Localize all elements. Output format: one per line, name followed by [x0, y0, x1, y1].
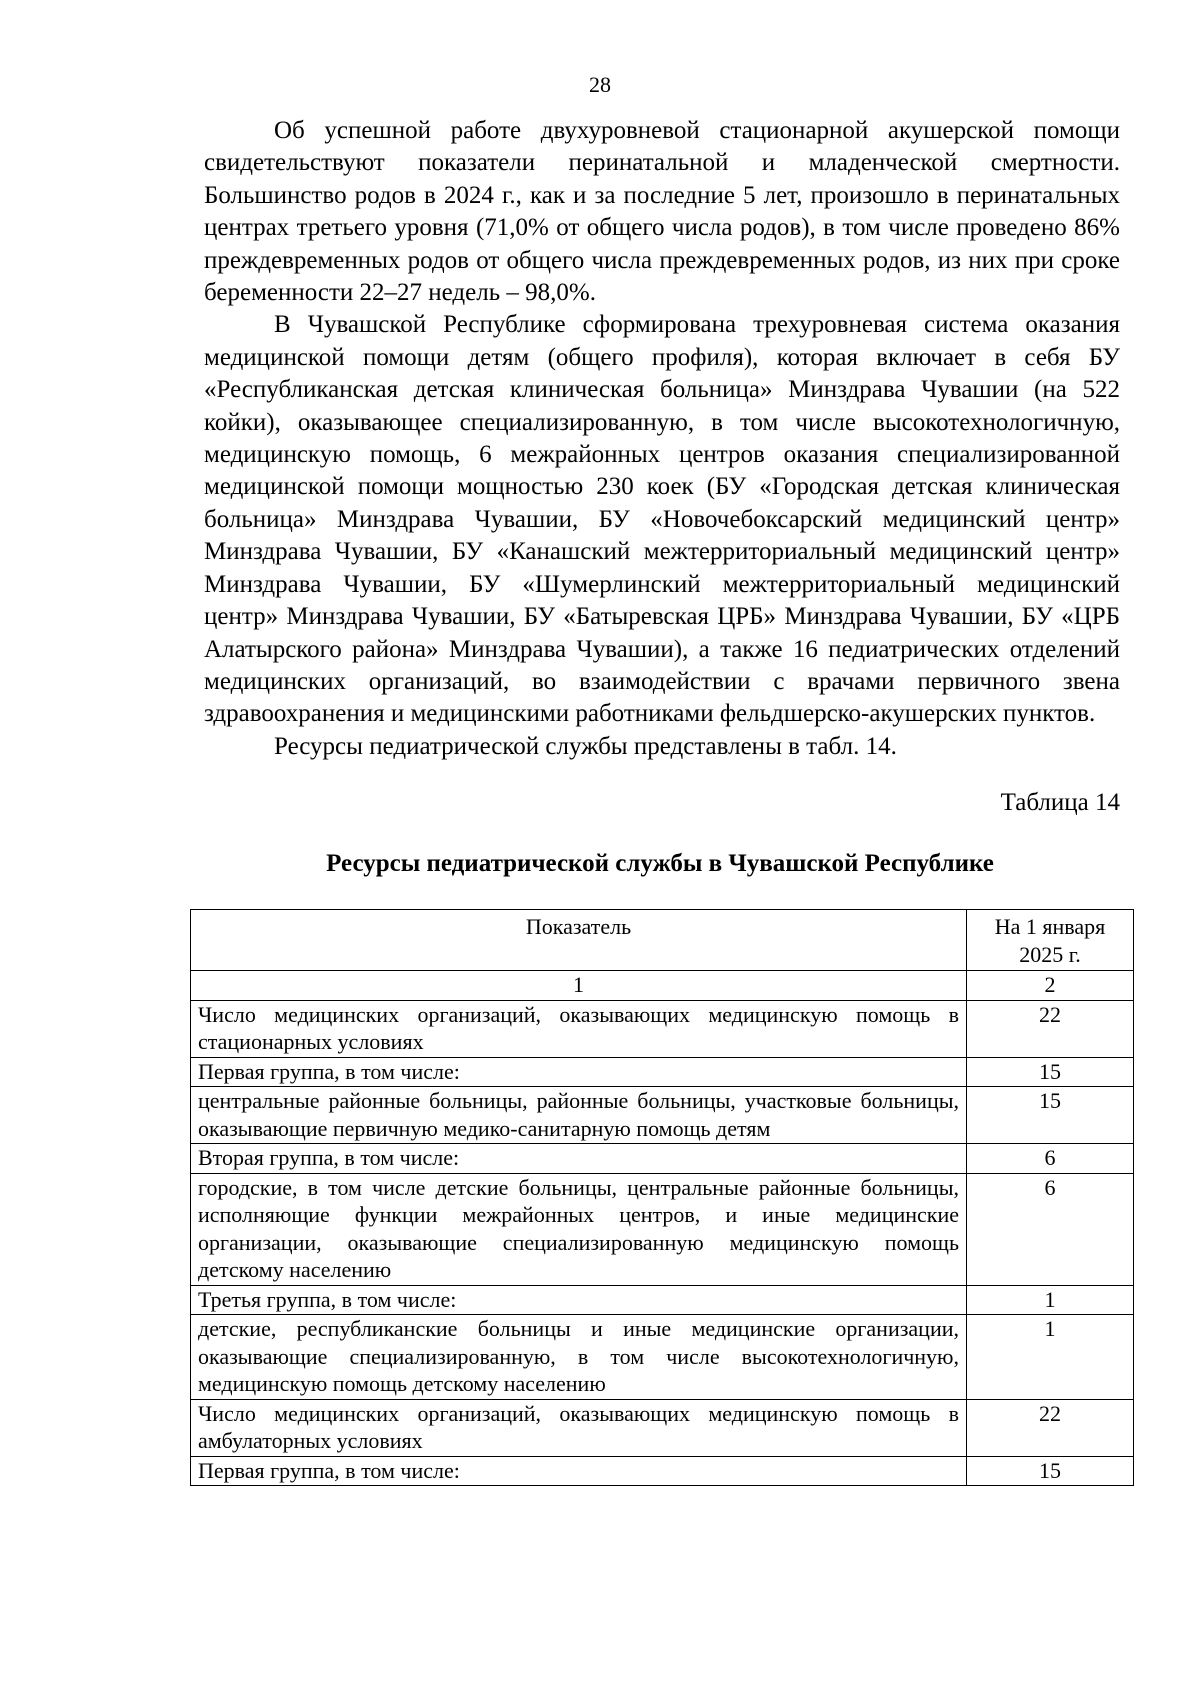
table-row	[191, 1144, 1134, 1174]
column-number: 2	[967, 971, 1134, 1001]
table-row	[191, 1057, 1134, 1087]
value-cell: 6	[967, 1173, 1134, 1285]
value-cell: 15	[967, 1087, 1134, 1144]
resources-table	[190, 909, 1134, 1486]
indicator-cell: детские, республиканские больницы и иные медицинские организации, оказывающие специализированную, в том числе высокотехнологичную, медицинскую помощь детскому населению	[191, 1315, 967, 1400]
indicator-cell: Число медицинских организаций, оказывающих медицинскую помощь в амбулаторных условиях	[191, 1399, 967, 1456]
paragraph: Ресурсы педиатрической службы представлены в табл. 14.	[274, 732, 897, 760]
paragraph: Об успешной работе двухуровневой стационарной акушерской помощи свидетельствуют показатели перинатальной и младенческой смертности. Большинство родов в 2024 г., как и за последние 5 лет, произошло в перинатальных центрах третьего уровня (71,0% от общего числа родов), в том числе проведено 86% преждевременных родов от общего числа преждевременных родов, из них при сроке беременности 22–27 недель – 98,0%.	[204, 117, 1120, 307]
indicator-cell: Вторая группа, в том числе:	[191, 1144, 967, 1174]
indicator-cell: Третья группа, в том числе:	[191, 1285, 967, 1315]
header-date: На 1 января 2025 г.	[967, 910, 1134, 971]
indicator-cell: Число медицинских организаций, оказывающих медицинскую помощь в стационарных условиях	[191, 1000, 967, 1057]
indicator-cell: Первая группа, в том числе:	[191, 1456, 967, 1486]
body-text	[204, 115, 1120, 763]
table-row	[191, 1315, 1134, 1400]
indicator-cell: центральные районные больницы, районные больницы, участковые больницы, оказывающие первичную медико-санитарную помощь детям	[191, 1087, 967, 1144]
page-number: 28	[589, 72, 611, 97]
indicator-cell: Первая группа, в том числе:	[191, 1057, 967, 1087]
table-row	[191, 1456, 1134, 1486]
value-cell: 22	[967, 1399, 1134, 1456]
value-cell: 15	[967, 1057, 1134, 1087]
column-number: 1	[191, 971, 967, 1001]
value-cell: 1	[967, 1315, 1134, 1400]
table-row	[191, 1173, 1134, 1285]
table-title: Ресурсы педиатрической службы в Чувашской Республике	[326, 850, 994, 877]
value-cell: 1	[967, 1285, 1134, 1315]
value-cell: 15	[967, 1456, 1134, 1486]
table-header-row	[191, 910, 1134, 971]
value-cell: 22	[967, 1000, 1134, 1057]
paragraph: В Чувашской Республике сформирована трехуровневая система оказания медицинской помощи детям (общего профиля), которая включает в себя БУ «Республиканская детская клиническая больница» Минздрава Чувашии (на 522 койки), оказывающее специализированную, в том числе высокотехнологичную, медицинскую помощь, 6 межрайонных центров оказания специализированной медицинской помощи мощностью 230 коек (БУ «Городская детская клиническая больница» Минздрава Чувашии, БУ «Новочебоксарский медицинский центр» Минздрава Чувашии, БУ «Канашский межтерриториальный медицинский центр» Минздрава Чувашии, БУ «Шумерлинский межтерриториальный медицинский центр» Минздрава Чувашии, БУ «Батыревская ЦРБ» Минздрава Чувашии, БУ «ЦРБ Алатырского района» Минздрава Чувашии), а также 16 педиатрических отделений медицинских организаций, во взаимодействии с врачами первичного звена здравоохранения и медицинскими работниками фельдшерско-акушерских пунктов.	[204, 311, 1120, 728]
table-row	[191, 1087, 1134, 1144]
table-label: Таблица 14	[1000, 789, 1120, 816]
indicator-cell: городские, в том числе детские больницы, центральные районные больницы, исполняющие функции межрайонных центров, и иные медицинские организации, оказывающие специализированную медицинскую помощь детскому населению	[191, 1173, 967, 1285]
table-row	[191, 1399, 1134, 1456]
table-row	[191, 1000, 1134, 1057]
table-row	[191, 1285, 1134, 1315]
header-indicator: Показатель	[191, 910, 967, 971]
column-number-row	[191, 971, 1134, 1001]
value-cell: 6	[967, 1144, 1134, 1174]
